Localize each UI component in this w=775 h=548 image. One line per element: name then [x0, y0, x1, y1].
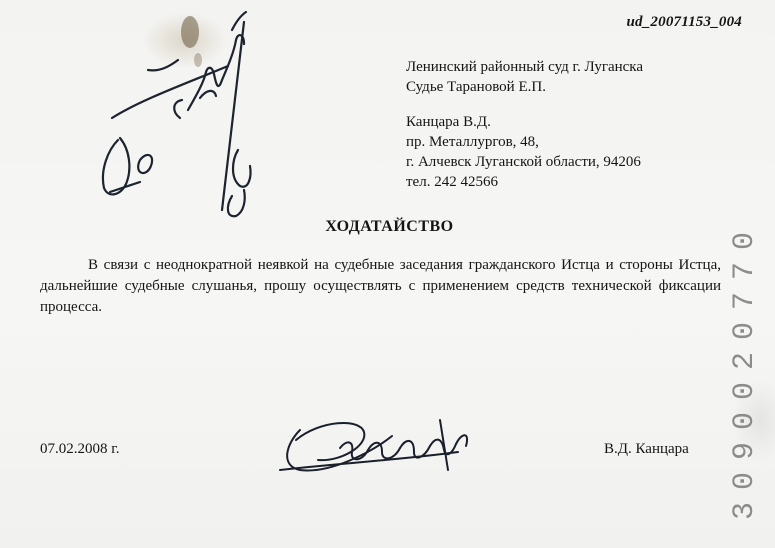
document-date: 07.02.2008 г.: [40, 441, 120, 457]
sender-street: пр. Металлургов, 48,: [406, 134, 539, 150]
sender-name: Канцара В.Д.: [406, 114, 491, 130]
signer-name: В.Д. Канцара: [604, 441, 689, 457]
document-body: [40, 255, 721, 318]
stain-mark: [181, 16, 199, 48]
svg-text:3090020770: 3090020770: [728, 219, 762, 520]
signature: [280, 420, 467, 470]
judge-name: Судье Тарановой Е.П.: [406, 79, 546, 95]
document-title-text: ХОДАТАЙСТВО: [325, 218, 454, 235]
addressee-block: [406, 57, 643, 97]
sender-city: г. Алчевск Луганской области, 94206: [406, 154, 641, 170]
court-name: Ленинский районный суд г. Луганска: [406, 59, 644, 75]
sender-phone: тел. 242 42566: [406, 174, 498, 190]
sender-block: [406, 112, 641, 192]
document-id: ud_20071153_004: [626, 14, 742, 30]
document-title: [0, 218, 775, 236]
body-paragraph: В связи с неоднократной неявкой на судебные заседания гражданского Истца и стороны Истца, дальнейшие судебные слушанья, прошу осуществлять с применением средств технической фиксации процесса.: [40, 257, 721, 315]
margin-stamp-number: [728, 220, 762, 520]
